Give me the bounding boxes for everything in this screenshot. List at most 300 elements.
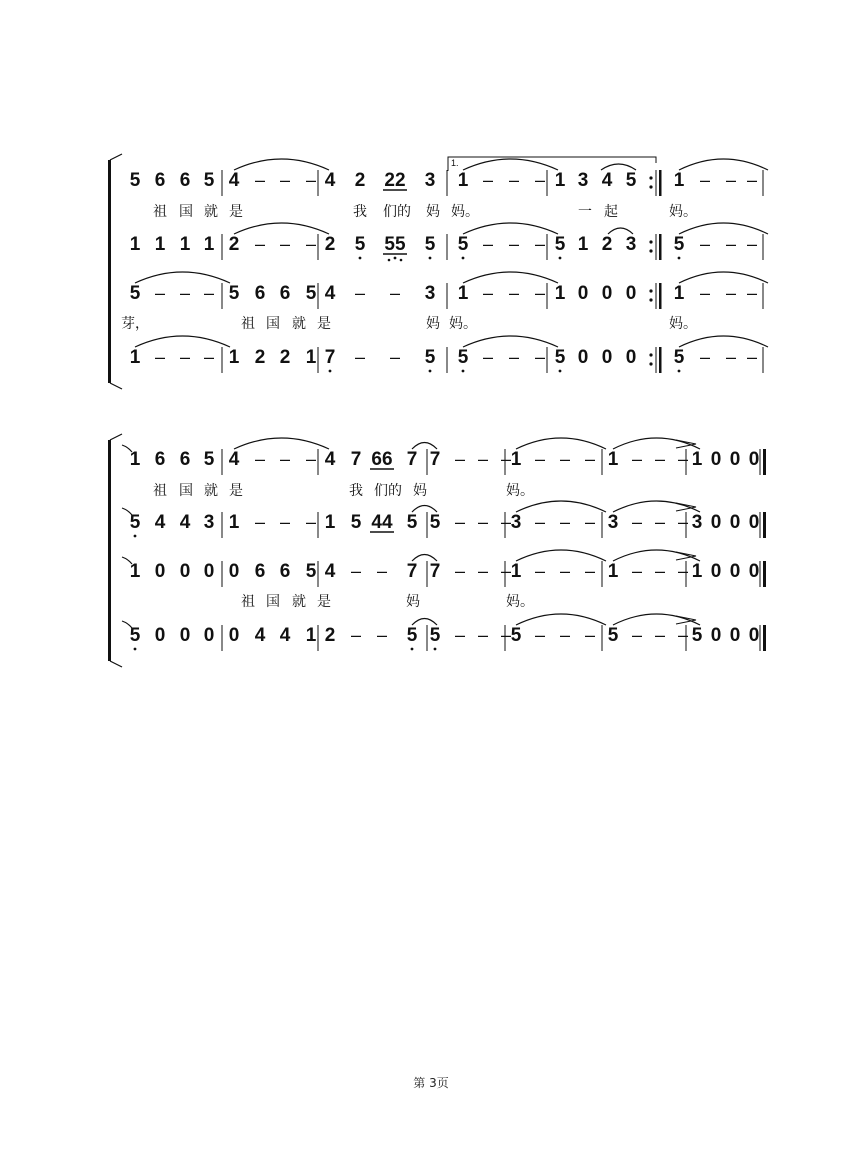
lyric-syllable: 妈 bbox=[426, 204, 440, 220]
octave-dot-below bbox=[462, 257, 465, 260]
duration-dash: – bbox=[534, 625, 546, 645]
note: 5 bbox=[129, 625, 141, 646]
duration-dash: – bbox=[482, 170, 494, 190]
octave-dot-below bbox=[559, 257, 562, 260]
note: 5 bbox=[673, 347, 685, 368]
lyric-syllable: 就 bbox=[204, 204, 218, 220]
duration-dash: – bbox=[534, 347, 546, 367]
note: 1 bbox=[607, 449, 619, 470]
octave-dot-below bbox=[678, 370, 681, 373]
duration-dash: – bbox=[699, 234, 711, 254]
duration-dash: – bbox=[500, 625, 512, 645]
octave-dot-below bbox=[411, 648, 414, 651]
note: 0 bbox=[625, 347, 637, 368]
slur bbox=[135, 336, 230, 347]
octave-dot-below bbox=[329, 370, 332, 373]
note: 0 bbox=[154, 625, 166, 646]
slur bbox=[463, 223, 558, 234]
note: 5 bbox=[510, 625, 522, 646]
slur bbox=[679, 159, 768, 170]
duration-dash: – bbox=[350, 561, 362, 581]
note: 0 bbox=[577, 347, 589, 368]
note: 1 bbox=[203, 234, 215, 255]
duration-dash: – bbox=[534, 283, 546, 303]
duration-dash: – bbox=[454, 561, 466, 581]
volta-label: 1. bbox=[451, 158, 459, 168]
octave-dot-below bbox=[388, 259, 391, 262]
duration-dash: – bbox=[746, 170, 758, 190]
note: 1 bbox=[691, 449, 703, 470]
slur bbox=[613, 501, 700, 512]
slur bbox=[463, 159, 558, 170]
lyric-syllable: 妈。 bbox=[506, 483, 534, 499]
octave-dot-below bbox=[559, 370, 562, 373]
note: 4 bbox=[324, 561, 336, 582]
note: 3 bbox=[424, 283, 436, 304]
octave-dot-below bbox=[429, 257, 432, 260]
duration-dash: – bbox=[631, 449, 643, 469]
duration-dash: – bbox=[454, 449, 466, 469]
note: 1 bbox=[457, 170, 469, 191]
duration-dash: – bbox=[534, 512, 546, 532]
duration-dash: – bbox=[654, 625, 666, 645]
note: 5 bbox=[129, 283, 141, 304]
duration-dash: – bbox=[654, 561, 666, 581]
duration-dash: – bbox=[725, 347, 737, 367]
note: 5 bbox=[691, 625, 703, 646]
lyric-syllable: 祖 bbox=[153, 483, 167, 499]
note: 1 bbox=[324, 512, 336, 533]
duration-dash: – bbox=[500, 561, 512, 581]
note: 4 bbox=[179, 512, 191, 533]
lyric-syllable: 祖 bbox=[241, 594, 255, 610]
note: 0 bbox=[228, 561, 240, 582]
note: 0 bbox=[710, 512, 722, 533]
duration-dash: – bbox=[508, 234, 520, 254]
lyric-syllable: 妈 bbox=[406, 594, 420, 610]
note: 2 bbox=[324, 234, 336, 255]
note: 1 bbox=[577, 234, 589, 255]
octave-dot-below bbox=[134, 535, 137, 538]
slur bbox=[613, 614, 700, 625]
note: 7 bbox=[429, 449, 441, 470]
duration-dash: – bbox=[584, 449, 596, 469]
octave-dot-below bbox=[429, 370, 432, 373]
note: 5 bbox=[203, 170, 215, 191]
note: 6 bbox=[279, 561, 291, 582]
note: 1 bbox=[691, 561, 703, 582]
note: 5 bbox=[554, 234, 566, 255]
note: 5 bbox=[457, 234, 469, 255]
note: 3 bbox=[625, 234, 637, 255]
duration-dash: – bbox=[677, 512, 689, 532]
page-number: 第 3页 bbox=[413, 1076, 449, 1090]
slur bbox=[234, 159, 329, 170]
lyric-syllable: 妈。 bbox=[451, 204, 479, 220]
note: 5 bbox=[424, 347, 436, 368]
slur bbox=[234, 438, 329, 449]
note: 5 bbox=[305, 561, 317, 582]
octave-dot-below bbox=[134, 648, 137, 651]
duration-dash: – bbox=[631, 625, 643, 645]
note: 0 bbox=[154, 561, 166, 582]
note: 1 bbox=[154, 234, 166, 255]
note: 1 bbox=[228, 347, 240, 368]
note: 3 bbox=[607, 512, 619, 533]
duration-dash: – bbox=[454, 625, 466, 645]
duration-dash: – bbox=[376, 561, 388, 581]
note: 7 bbox=[324, 347, 336, 368]
duration-dash: – bbox=[254, 449, 266, 469]
lyric-syllable: 妈。 bbox=[669, 204, 697, 220]
duration-dash: – bbox=[454, 512, 466, 532]
final-barline bbox=[763, 512, 766, 538]
duration-dash: – bbox=[631, 561, 643, 581]
note: 0 bbox=[748, 449, 760, 470]
note: 5 bbox=[203, 449, 215, 470]
note: 2 bbox=[324, 625, 336, 646]
slur bbox=[516, 614, 606, 625]
repeat-dot bbox=[649, 249, 652, 252]
note: 1 bbox=[129, 234, 141, 255]
note: 4 bbox=[324, 170, 336, 191]
note: 0 bbox=[203, 625, 215, 646]
slur bbox=[679, 336, 768, 347]
note: 7 bbox=[429, 561, 441, 582]
note: 5 bbox=[305, 283, 317, 304]
duration-dash: – bbox=[279, 512, 291, 532]
note: 3 bbox=[577, 170, 589, 191]
duration-dash: – bbox=[534, 561, 546, 581]
duration-dash: – bbox=[699, 347, 711, 367]
duration-dash: – bbox=[482, 283, 494, 303]
note: 3 bbox=[203, 512, 215, 533]
duration-dash: – bbox=[179, 347, 191, 367]
duration-dash: – bbox=[477, 561, 489, 581]
slur bbox=[679, 223, 768, 234]
score-content bbox=[108, 154, 768, 667]
note: 1 bbox=[179, 234, 191, 255]
lyric-syllable: 妈。 bbox=[449, 316, 477, 332]
duration-dash: – bbox=[654, 512, 666, 532]
duration-dash: – bbox=[305, 512, 317, 532]
lyric-syllable: 国 bbox=[179, 204, 193, 220]
note: 0 bbox=[710, 625, 722, 646]
note: 5 bbox=[429, 625, 441, 646]
octave-dot-below bbox=[394, 257, 397, 260]
note: 0 bbox=[748, 512, 760, 533]
duration-dash: – bbox=[508, 283, 520, 303]
final-barline bbox=[763, 449, 766, 475]
lyric-syllable: 妈 bbox=[426, 316, 440, 332]
duration-dash: – bbox=[354, 347, 366, 367]
duration-dash: – bbox=[677, 449, 689, 469]
lyric-syllable: 妈。 bbox=[506, 594, 534, 610]
octave-dot-below bbox=[678, 257, 681, 260]
repeat-barline-thick bbox=[659, 283, 662, 309]
lyric-syllable: 起 bbox=[604, 204, 618, 220]
duration-dash: – bbox=[746, 283, 758, 303]
duration-dash: – bbox=[254, 234, 266, 254]
note: 0 bbox=[625, 283, 637, 304]
note: 2 bbox=[354, 170, 366, 191]
lyric-syllable: 是 bbox=[317, 594, 331, 610]
note: 1 bbox=[129, 449, 141, 470]
note: 5 bbox=[406, 512, 418, 533]
note: 2 bbox=[254, 347, 266, 368]
slur bbox=[516, 501, 606, 512]
note: 4 bbox=[324, 283, 336, 304]
note: 5 bbox=[424, 234, 436, 255]
repeat-dot bbox=[649, 176, 652, 179]
note: 4 bbox=[228, 449, 240, 470]
note: 0 bbox=[228, 625, 240, 646]
duration-dash: – bbox=[354, 283, 366, 303]
note: 5 bbox=[129, 512, 141, 533]
note: 1 bbox=[129, 561, 141, 582]
slur bbox=[516, 550, 606, 561]
duration-dash: – bbox=[389, 347, 401, 367]
duration-dash: – bbox=[477, 512, 489, 532]
note: 4 bbox=[601, 170, 613, 191]
note: 1 bbox=[554, 283, 566, 304]
lyric-syllable: 就 bbox=[292, 594, 306, 610]
note: 0 bbox=[729, 512, 741, 533]
note: 0 bbox=[179, 625, 191, 646]
final-barline bbox=[763, 625, 766, 651]
repeat-barline-thick bbox=[659, 347, 662, 373]
note: 1 bbox=[228, 512, 240, 533]
duration-dash: – bbox=[725, 234, 737, 254]
duration-dash: – bbox=[677, 625, 689, 645]
octave-dot-below bbox=[400, 259, 403, 262]
octave-dot-below bbox=[462, 370, 465, 373]
duration-dash: – bbox=[154, 347, 166, 367]
note: 5 bbox=[554, 347, 566, 368]
note: 3 bbox=[691, 512, 703, 533]
duration-dash: – bbox=[376, 625, 388, 645]
repeat-dot bbox=[649, 240, 652, 243]
note: 6 bbox=[154, 449, 166, 470]
slur bbox=[463, 336, 558, 347]
note: 2 bbox=[601, 234, 613, 255]
duration-dash: – bbox=[746, 234, 758, 254]
duration-dash: – bbox=[279, 234, 291, 254]
duration-dash: – bbox=[305, 234, 317, 254]
lyric-syllable: 祖 bbox=[153, 204, 167, 220]
note: 0 bbox=[601, 283, 613, 304]
score-system bbox=[108, 434, 766, 667]
note: 5 bbox=[129, 170, 141, 191]
note: 0 bbox=[710, 449, 722, 470]
slur bbox=[613, 438, 700, 449]
duration-dash: – bbox=[254, 512, 266, 532]
lyric-syllable: 国 bbox=[266, 316, 280, 332]
duration-dash: – bbox=[477, 625, 489, 645]
duration-dash: – bbox=[305, 449, 317, 469]
note: 1 bbox=[305, 625, 317, 646]
slur bbox=[234, 223, 329, 234]
duration-dash: – bbox=[725, 170, 737, 190]
repeat-dot bbox=[649, 298, 652, 301]
duration-dash: – bbox=[500, 512, 512, 532]
note: 1 bbox=[554, 170, 566, 191]
duration-dash: – bbox=[305, 170, 317, 190]
note: 5 bbox=[607, 625, 619, 646]
note: 1 bbox=[129, 347, 141, 368]
note: 4 bbox=[254, 625, 266, 646]
duration-dash: – bbox=[508, 347, 520, 367]
duration-dash: – bbox=[725, 283, 737, 303]
note: 1 bbox=[673, 283, 685, 304]
lyric-syllable: 就 bbox=[292, 316, 306, 332]
duration-dash: – bbox=[500, 449, 512, 469]
lyric-syllable: 祖 bbox=[241, 316, 255, 332]
note: 1 bbox=[607, 561, 619, 582]
note: 4 bbox=[154, 512, 166, 533]
note: 6 bbox=[254, 283, 266, 304]
slur bbox=[135, 272, 230, 283]
lyric-syllable: 是 bbox=[317, 316, 331, 332]
repeat-barline-thick bbox=[659, 234, 662, 260]
duration-dash: – bbox=[508, 170, 520, 190]
system-bracket-cap-top bbox=[110, 154, 122, 160]
duration-dash: – bbox=[559, 512, 571, 532]
note: 5 bbox=[406, 625, 418, 646]
note: 1 bbox=[510, 561, 522, 582]
note: 5 bbox=[429, 512, 441, 533]
note: 0 bbox=[729, 625, 741, 646]
duration-dash: – bbox=[699, 283, 711, 303]
repeat-dot bbox=[649, 289, 652, 292]
repeat-dot bbox=[649, 185, 652, 188]
note: 0 bbox=[729, 561, 741, 582]
note: 4 bbox=[228, 170, 240, 191]
note: 2 bbox=[228, 234, 240, 255]
duration-dash: – bbox=[584, 512, 596, 532]
repeat-dot bbox=[649, 362, 652, 365]
duration-dash: – bbox=[534, 449, 546, 469]
note: 6 bbox=[154, 170, 166, 191]
system-bracket-cap-bottom bbox=[110, 383, 122, 389]
note: 22 bbox=[384, 170, 406, 191]
duration-dash: – bbox=[699, 170, 711, 190]
duration-dash: – bbox=[746, 347, 758, 367]
note: 2 bbox=[279, 347, 291, 368]
duration-dash: – bbox=[677, 561, 689, 581]
note: 0 bbox=[748, 561, 760, 582]
duration-dash: – bbox=[584, 561, 596, 581]
octave-dot-below bbox=[359, 257, 362, 260]
note: 6 bbox=[279, 283, 291, 304]
duration-dash: – bbox=[279, 449, 291, 469]
note: 7 bbox=[406, 449, 418, 470]
duration-dash: – bbox=[203, 347, 215, 367]
note: 4 bbox=[279, 625, 291, 646]
note: 4 bbox=[324, 449, 336, 470]
lyric-syllable: 芽， bbox=[121, 316, 149, 332]
duration-dash: – bbox=[279, 170, 291, 190]
note: 3 bbox=[424, 170, 436, 191]
repeat-barline-thick bbox=[659, 170, 662, 196]
note: 0 bbox=[710, 561, 722, 582]
note: 1 bbox=[673, 170, 685, 191]
duration-dash: – bbox=[203, 283, 215, 303]
duration-dash: – bbox=[654, 449, 666, 469]
lyric-syllable: 一 bbox=[578, 204, 592, 220]
duration-dash: – bbox=[254, 170, 266, 190]
octave-dot-below bbox=[434, 648, 437, 651]
note: 7 bbox=[350, 449, 362, 470]
note: 1 bbox=[457, 283, 469, 304]
slur bbox=[516, 438, 606, 449]
score-system bbox=[108, 154, 768, 389]
lyric-syllable: 我 bbox=[353, 204, 367, 220]
note: 1 bbox=[510, 449, 522, 470]
note: 6 bbox=[179, 449, 191, 470]
note: 5 bbox=[457, 347, 469, 368]
duration-dash: – bbox=[534, 234, 546, 254]
duration-dash: – bbox=[584, 625, 596, 645]
lyric-syllable: 我 bbox=[349, 483, 363, 499]
system-bracket bbox=[108, 160, 111, 383]
duration-dash: – bbox=[559, 625, 571, 645]
note: 6 bbox=[254, 561, 266, 582]
duration-dash: – bbox=[179, 283, 191, 303]
note: 0 bbox=[729, 449, 741, 470]
duration-dash: – bbox=[559, 561, 571, 581]
note: 1 bbox=[305, 347, 317, 368]
slur bbox=[613, 550, 700, 561]
lyric-syllable: 们的 bbox=[383, 204, 411, 220]
lyric-syllable: 妈 bbox=[413, 483, 427, 499]
duration-dash: – bbox=[482, 347, 494, 367]
repeat-dot bbox=[649, 353, 652, 356]
lyric-syllable: 是 bbox=[229, 483, 243, 499]
duration-dash: – bbox=[389, 283, 401, 303]
lyric-syllable: 就 bbox=[204, 483, 218, 499]
lyric-syllable: 国 bbox=[179, 483, 193, 499]
system-bracket-cap-top bbox=[110, 434, 122, 440]
duration-dash: – bbox=[482, 234, 494, 254]
note: 0 bbox=[203, 561, 215, 582]
note: 7 bbox=[406, 561, 418, 582]
duration-dash: – bbox=[559, 449, 571, 469]
note: 55 bbox=[384, 234, 406, 255]
final-barline bbox=[763, 561, 766, 587]
lyric-syllable: 国 bbox=[266, 594, 280, 610]
note: 5 bbox=[625, 170, 637, 191]
note: 5 bbox=[350, 512, 362, 533]
lyric-syllable: 是 bbox=[229, 204, 243, 220]
lyric-syllable: 妈。 bbox=[669, 316, 697, 332]
note: 5 bbox=[354, 234, 366, 255]
duration-dash: – bbox=[534, 170, 546, 190]
system-bracket bbox=[108, 440, 111, 661]
note: 44 bbox=[371, 512, 393, 533]
duration-dash: – bbox=[154, 283, 166, 303]
note: 0 bbox=[748, 625, 760, 646]
system-bracket-cap-bottom bbox=[110, 661, 122, 667]
duration-dash: – bbox=[350, 625, 362, 645]
duration-dash: – bbox=[477, 449, 489, 469]
slur bbox=[679, 272, 768, 283]
lyric-syllable: 们的 bbox=[374, 483, 402, 499]
note: 0 bbox=[577, 283, 589, 304]
note: 6 bbox=[179, 170, 191, 191]
note: 3 bbox=[510, 512, 522, 533]
note: 66 bbox=[371, 449, 393, 470]
